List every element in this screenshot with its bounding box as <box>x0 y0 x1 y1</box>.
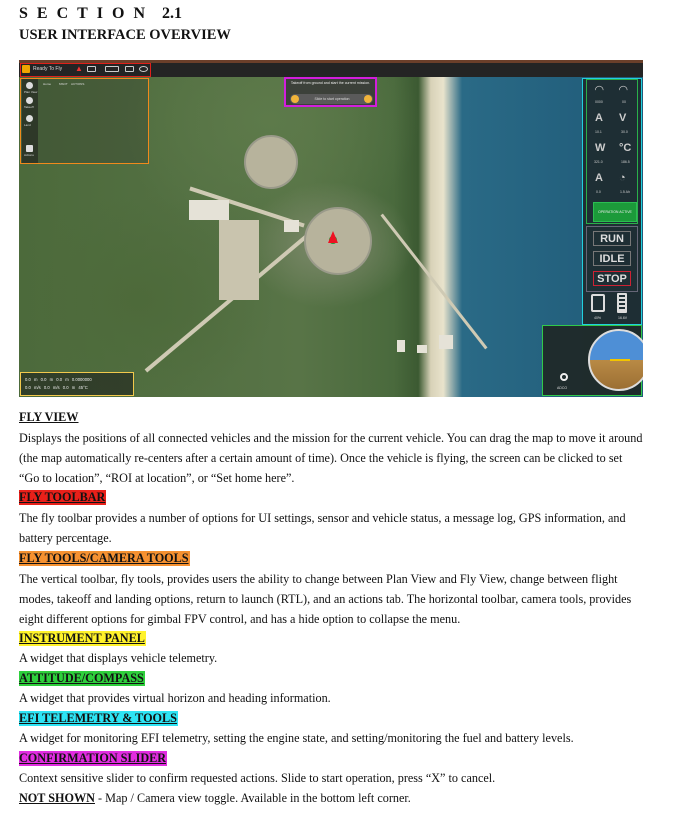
gps-icon[interactable] <box>105 66 119 72</box>
map-road <box>219 220 259 300</box>
horizon-marker <box>610 359 630 361</box>
attitude-label: ADCO <box>557 386 568 390</box>
gauge-value: 30.0 <box>621 130 628 134</box>
camera-tool-label[interactable]: ACTIONS <box>71 82 85 86</box>
heading-attitude-compass: ATTITUDE/COMPASS <box>19 671 144 685</box>
paragraph-efi-telemetry: A widget for monitoring EFI telemetry, setting the engine state, and setting/monitoring the fuel and battery levels. <box>19 731 574 745</box>
engine-state-button[interactable] <box>593 202 637 222</box>
heading-fly-view: FLY VIEW <box>19 410 79 424</box>
fuel-level-label: 40% <box>594 316 602 320</box>
telemetry-row: 0.0 m 0.0 m 0.0 m 0.0000000 <box>25 377 92 382</box>
qgc-logo-icon[interactable] <box>22 65 30 73</box>
attitude-compass-widget <box>542 325 642 396</box>
idle-button[interactable]: IDLE <box>593 251 631 266</box>
fuel-pump-icon[interactable] <box>591 294 605 312</box>
gauge-value: 1.5 Ah <box>620 190 630 194</box>
settings-icon[interactable] <box>139 66 148 72</box>
heading-efi-telemetry: EFI TELEMETRY & TOOLS <box>19 711 177 725</box>
warning-icon[interactable]: ▲ <box>75 64 83 73</box>
vehicle-icon[interactable] <box>328 231 338 243</box>
gauge-value: 321.0 <box>594 160 603 164</box>
telemetry-readout <box>20 372 134 396</box>
plan-view-icon[interactable] <box>26 82 33 89</box>
not-shown-heading: NOT SHOWN <box>19 791 95 805</box>
fuel-battery-group <box>586 292 638 324</box>
launch-pad <box>304 207 372 275</box>
battery-level-icon[interactable] <box>617 293 627 313</box>
not-shown-text: - Map / Camera view toggle. Available in the bottom left corner. <box>94 791 411 805</box>
efi-telemetry-panel <box>582 78 642 325</box>
telemetry-row: 0.0 m/s 0.0 m/s 0.0 m 45°C <box>25 385 88 390</box>
stop-button[interactable]: STOP <box>593 271 631 286</box>
gauge-value: 186.5 <box>621 160 630 164</box>
section-label: SECTION <box>19 5 155 22</box>
timer-icon: ◔ <box>619 172 626 184</box>
engine-control-group <box>586 226 638 292</box>
power-icon: W <box>595 142 606 154</box>
amperage-icon: A <box>595 112 603 124</box>
launch-pad <box>244 135 298 189</box>
slider-prompt: Takeoff from ground and start the current mission. <box>290 81 371 85</box>
instrument-panel <box>586 79 638 224</box>
tool-label: Land <box>24 123 31 127</box>
paragraph-fly-toolbar: The fly toolbar provides a number of options for UI settings, sensor and vehicle status, a message log, GPS information, and battery percentage. <box>19 511 626 545</box>
gauge-value: 00 <box>622 100 626 104</box>
gear-icon[interactable] <box>560 373 568 381</box>
section-heading <box>19 5 182 23</box>
map-building <box>397 340 405 352</box>
fly-tools-column <box>22 79 38 163</box>
tool-label: Plan View <box>24 90 38 94</box>
paragraph-fly-tools: The vertical toolbar, fly tools, provides users the ability to change between Plan View and Fly View, change between flight modes, takeoff and landing options, return to launch (RTL), and an actions tab. The horizontal toolbar, camera tools, provides eight different options for gimbal FPV control, and has a hide option to collapse the menu. <box>19 572 632 626</box>
engine-state-label: OPERATION ACTIVE <box>598 210 632 214</box>
confirmation-slider <box>284 77 377 107</box>
heading-fly-toolbar: FLY TOOLBAR <box>19 490 106 504</box>
message-log-icon[interactable] <box>87 66 96 72</box>
heading-confirmation-slider: CONFIRMATION SLIDER <box>19 751 167 765</box>
paragraph-instrument-panel: A widget that displays vehicle telemetry. <box>19 651 218 665</box>
battery-level-label: 16.6V <box>618 316 628 320</box>
land-icon[interactable] <box>26 115 33 122</box>
temperature-icon: °C <box>619 142 632 154</box>
gauge-value: 0000 <box>595 100 603 104</box>
map-road <box>380 214 487 350</box>
tool-label: Takeoff <box>24 105 34 109</box>
gauge-icon: ◠ <box>595 84 604 96</box>
fly-view-screenshot <box>19 60 643 397</box>
paragraph-confirmation-slider: Context sensitive slider to confirm requested actions. Slide to start operation, press “X” to cancel. <box>19 771 496 785</box>
slider-track-label: Slide to start operation <box>314 97 350 101</box>
section-number: 2.1 <box>162 5 183 22</box>
slider-track[interactable] <box>290 94 373 104</box>
tool-label: Actions <box>24 153 34 157</box>
gauge-icon: ◠ <box>619 84 628 96</box>
fly-tools-panel <box>20 78 149 164</box>
gauge-value: 10.1 <box>595 130 602 134</box>
current-icon: A <box>595 172 603 184</box>
camera-tool-label[interactable]: MSOT <box>59 82 68 86</box>
heading-fly-tools: FLY TOOLS/CAMERA TOOLS <box>19 551 189 565</box>
actions-icon[interactable] <box>26 145 33 152</box>
attitude-indicator <box>588 329 643 391</box>
vehicle-status-text[interactable]: Ready To Fly <box>33 66 63 72</box>
takeoff-icon[interactable] <box>26 97 33 104</box>
camera-tool-label[interactable]: Home <box>43 82 52 86</box>
map-building <box>417 345 427 353</box>
voltage-icon: V <box>619 112 627 124</box>
map-building <box>439 335 453 349</box>
battery-icon[interactable] <box>125 66 134 72</box>
map-building <box>189 200 229 220</box>
run-button[interactable]: RUN <box>593 231 631 246</box>
not-shown-note <box>19 791 411 806</box>
paragraph-attitude-compass: A widget that provides virtual horizon and heading information. <box>19 691 331 705</box>
gauge-value: 0.0 <box>596 190 601 194</box>
paragraph-fly-view: Displays the positions of all connected vehicles and the mission for the current vehicle. You can drag the map to move it around (the map automatically re-centers after a certain amount of time). Once the vehicle is flying, the screen can be clicked to set “Go to location”, “ROI at location”, or “Set home here”. <box>19 431 643 485</box>
heading-instrument-panel: INSTRUMENT PANEL <box>19 631 145 645</box>
page-title: USER INTERFACE OVERVIEW <box>19 27 231 43</box>
slider-cancel-knob[interactable] <box>364 95 372 103</box>
map-building <box>284 220 299 232</box>
slider-knob[interactable] <box>291 95 299 103</box>
